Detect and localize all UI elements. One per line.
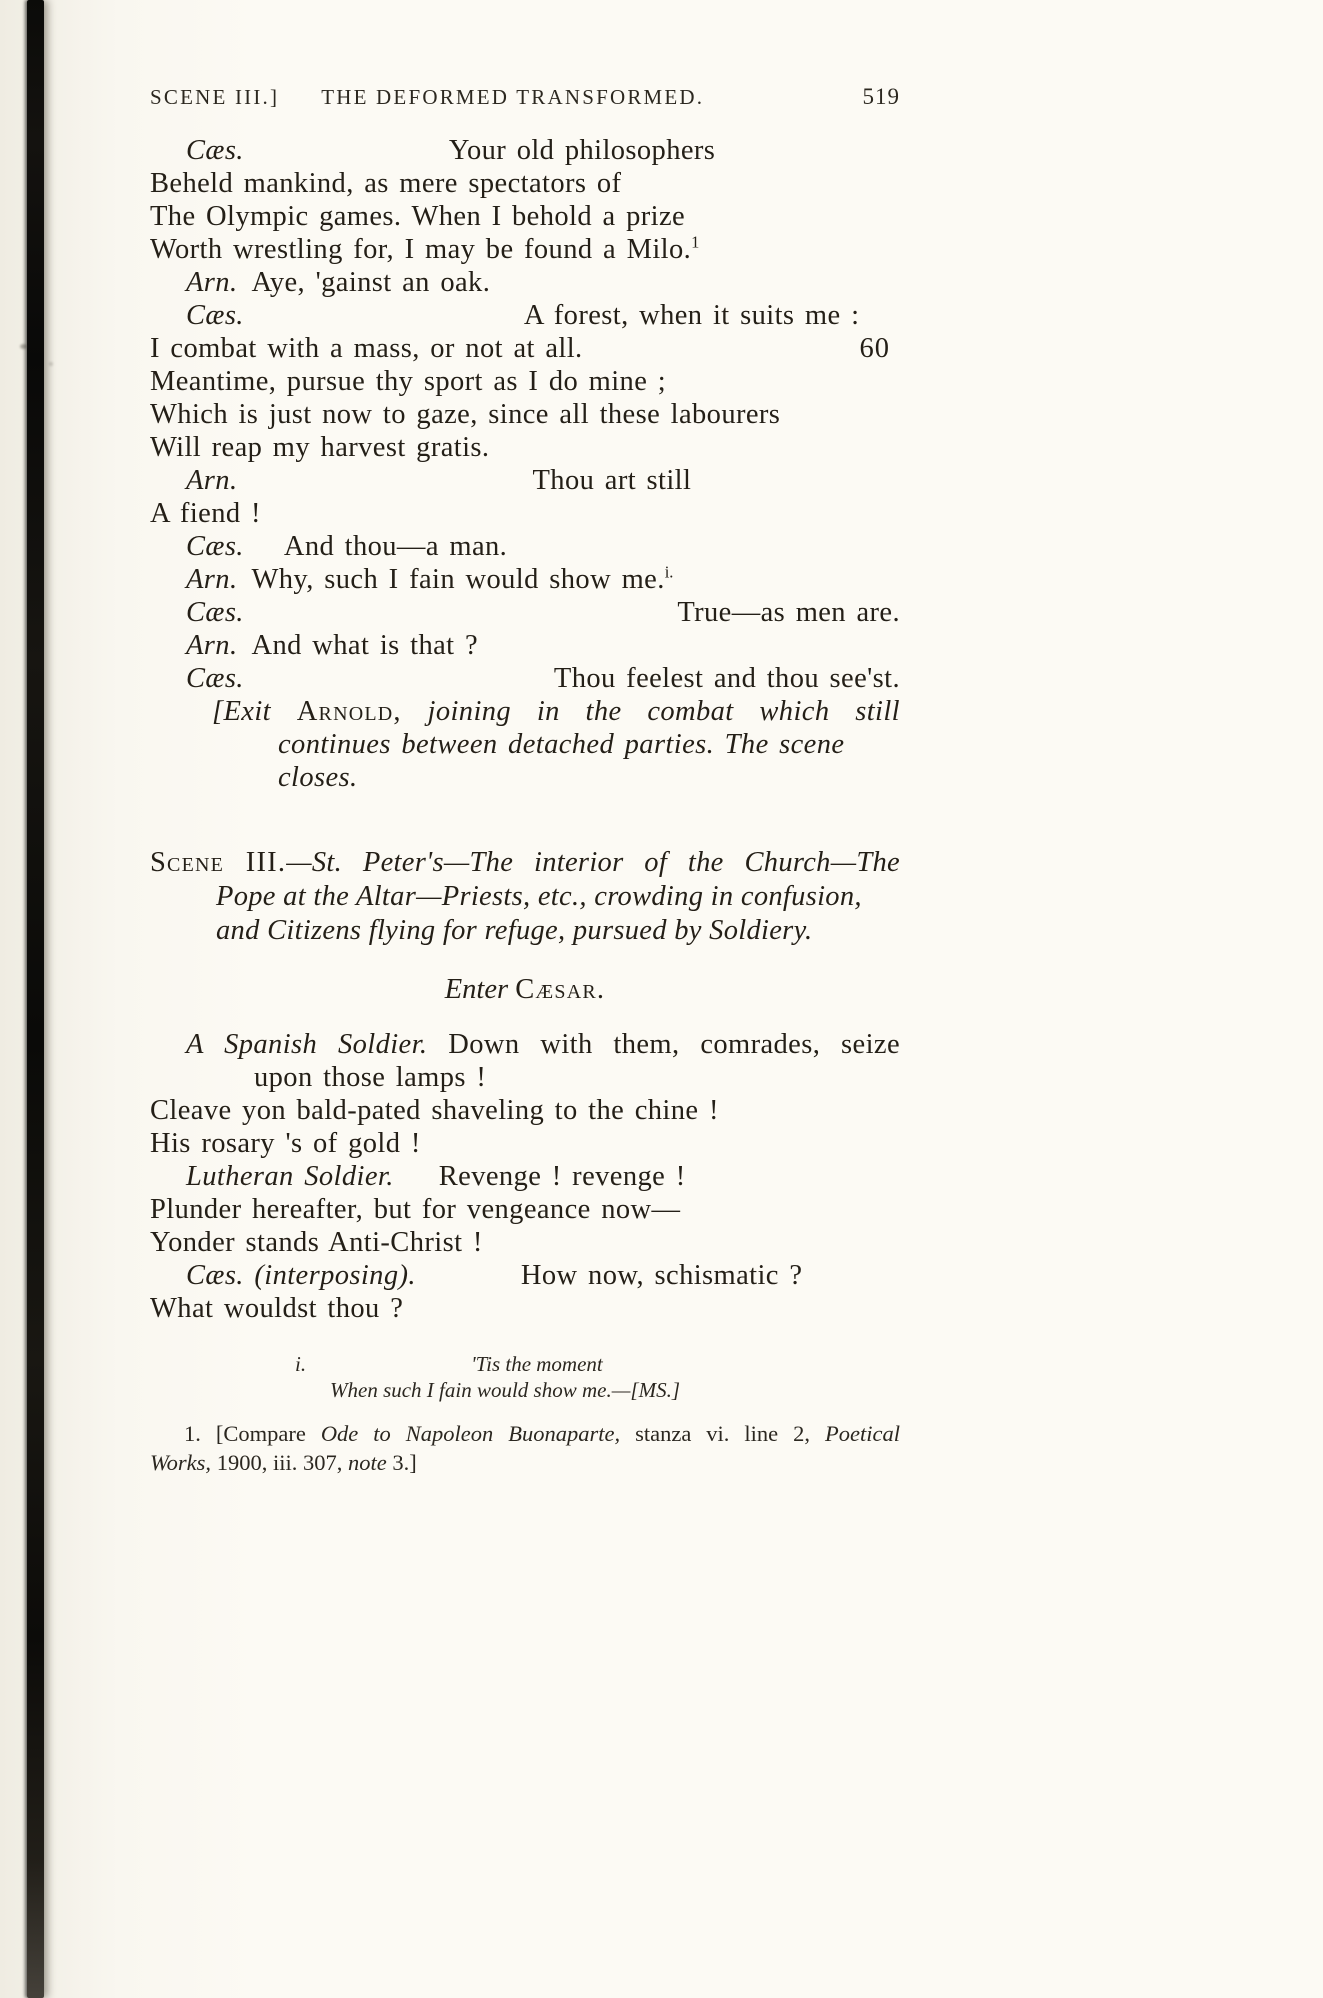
verse-text: Thou art still	[532, 465, 692, 496]
scene-heading-line	[150, 914, 900, 948]
verse-text: Revenge ! revenge !	[438, 1161, 686, 1192]
dialogue-line	[150, 1193, 900, 1226]
scene-description: Pope at the Altar—Priests, etc., crowding in confusion,	[216, 881, 862, 912]
dialogue-line	[150, 299, 900, 332]
scene-heading-line	[150, 846, 900, 880]
verse-text: His rosary 's of gold !	[150, 1128, 421, 1159]
verse-text: Which is just now to gaze, since all these labourers	[150, 399, 781, 430]
dialogue-block-1	[150, 134, 900, 794]
scan-binding-edge	[27, 0, 44, 1998]
verse-text: Aye, 'gainst an oak.	[251, 267, 491, 298]
verse-text: Beheld mankind, as mere spectators of	[150, 168, 622, 199]
verse-text: How now, schismatic ?	[520, 1260, 803, 1291]
verse-text: Thou feelest and thou see'st.	[553, 663, 900, 694]
dialogue-line	[150, 200, 900, 233]
footnote-line	[150, 1377, 900, 1403]
speaker-name: Cæs.	[186, 597, 244, 628]
verse-text: Why, such I fain would show me.	[251, 564, 665, 595]
footnote-ms-variant	[150, 1351, 900, 1403]
footnote-text-italic: note	[347, 1450, 387, 1475]
verse-text: Worth wrestling for, I may be found a Milo.	[150, 234, 692, 265]
work-title: Poetical	[825, 1421, 900, 1446]
speaker-name: Cæs.	[186, 531, 244, 562]
scene-heading	[150, 846, 900, 948]
stage-direction-line	[150, 728, 900, 761]
dialogue-line	[150, 266, 900, 299]
dialogue-line	[150, 1028, 900, 1061]
dialogue-line	[150, 134, 900, 167]
footnote-text: 1900, iii. 307,	[211, 1450, 348, 1475]
dialogue-line	[150, 596, 900, 629]
dialogue-line	[150, 431, 900, 464]
character-name-smallcaps: Cæsar.	[515, 974, 606, 1005]
verse-text: Yonder stands Anti-Christ !	[150, 1227, 483, 1258]
dialogue-line	[150, 1094, 900, 1127]
speaker-name: Arn.	[186, 564, 238, 595]
footnote-text: 3.]	[386, 1450, 417, 1475]
scan-smudge	[20, 344, 27, 349]
footnote-marker: i.	[295, 1352, 307, 1376]
dialogue-block-2	[150, 1028, 900, 1325]
page-number: 519	[862, 84, 900, 109]
speaker-name: Cæs. (interposing).	[186, 1260, 416, 1291]
dialogue-line	[150, 563, 900, 596]
dialogue-line	[150, 497, 900, 530]
verse-text: Meantime, pursue thy sport as I do mine ;	[150, 366, 667, 397]
dialogue-line	[150, 1160, 900, 1193]
stage-direction-line	[150, 761, 900, 794]
work-title: Works,	[150, 1450, 212, 1475]
footnote-reference: 1	[691, 232, 700, 252]
running-header-title: THE DEFORMED TRANSFORMED.	[321, 85, 705, 109]
dialogue-line	[150, 1226, 900, 1259]
footnote-line	[150, 1448, 900, 1477]
stage-direction	[150, 695, 900, 794]
verse-text: A forest, when it suits me :	[523, 300, 860, 331]
enter-word: Enter	[444, 974, 509, 1005]
stage-text: closes.	[278, 762, 358, 793]
dialogue-line	[150, 167, 900, 200]
footnote-reference: i.	[664, 562, 674, 582]
stage-text: continues between detached parties. The scene	[278, 729, 845, 760]
speaker-name: Cæs.	[186, 135, 244, 166]
footnote-text: [Compare	[215, 1421, 321, 1446]
dialogue-line	[150, 1259, 900, 1292]
dialogue-line	[150, 365, 900, 398]
footnote-line	[150, 1419, 900, 1448]
footnote-marker: 1.	[184, 1421, 201, 1446]
footnote-editorial	[150, 1419, 900, 1477]
verse-text: And what is that ?	[251, 630, 479, 661]
dialogue-line	[150, 233, 900, 266]
running-header	[150, 84, 900, 110]
running-header-scene: SCENE III.]	[150, 85, 280, 109]
page-content	[150, 84, 900, 1477]
verse-text: Will reap my harvest gratis.	[150, 432, 490, 463]
dialogue-line	[150, 1127, 900, 1160]
dialogue-line	[150, 530, 900, 563]
dialogue-line	[150, 629, 900, 662]
stage-direction-line	[150, 695, 900, 728]
dialogue-line	[150, 332, 900, 365]
footnote-text: 'Tis the moment	[471, 1352, 603, 1376]
scene-description: and Citizens flying for refuge, pursued by Soldiery.	[216, 915, 813, 946]
verse-text: What wouldst thou ?	[150, 1293, 404, 1324]
work-title: Ode to Napoleon Buonaparte,	[320, 1421, 621, 1446]
scan-smudge	[49, 362, 53, 366]
verse-text: upon those lamps !	[254, 1062, 487, 1093]
dialogue-line	[150, 398, 900, 431]
scene-description: —St. Peter's—The interior of the Church—The	[286, 847, 900, 878]
verse-text: Plunder hereafter, but for vengeance now—	[150, 1194, 681, 1225]
speaker-name: Arn.	[186, 630, 238, 661]
dialogue-line	[150, 1061, 900, 1094]
footnote-line	[150, 1351, 900, 1377]
speaker-name: Cæs.	[186, 663, 244, 694]
verse-text: Down with them, comrades, seize	[448, 1029, 900, 1060]
verse-text: True—as men are.	[677, 597, 900, 628]
speaker-name: Arn.	[186, 267, 238, 298]
verse-text: Cleave yon bald-pated shaveling to the chine !	[150, 1095, 719, 1126]
dialogue-line	[150, 1292, 900, 1325]
footnote-text: When such I fain would show me.—[MS.]	[330, 1378, 680, 1402]
stage-text: joining in the combat which still	[401, 696, 900, 727]
stage-text: [Exit	[212, 696, 297, 727]
scene-label-smallcaps: Scene III.	[150, 847, 287, 878]
verse-line-number: 60	[859, 333, 890, 364]
speaker-name: Arn.	[186, 465, 238, 496]
verse-text: Your old philosophers	[448, 135, 716, 166]
enter-direction	[150, 974, 900, 1006]
verse-text: I combat with a mass, or not at all.	[150, 333, 583, 364]
speaker-name: A Spanish Soldier.	[186, 1029, 428, 1060]
scene-heading-line	[150, 880, 900, 914]
verse-text: A fiend !	[150, 498, 261, 529]
speaker-name: Lutheran Soldier.	[186, 1161, 394, 1192]
dialogue-line	[150, 464, 900, 497]
character-name-smallcaps: Arnold,	[296, 696, 402, 727]
dialogue-line	[150, 662, 900, 695]
footnote-text: stanza vi. line 2,	[620, 1421, 826, 1446]
verse-text: And thou—a man.	[283, 531, 508, 562]
verse-text: The Olympic games. When I behold a prize	[150, 201, 686, 232]
speaker-name: Cæs.	[186, 300, 244, 331]
